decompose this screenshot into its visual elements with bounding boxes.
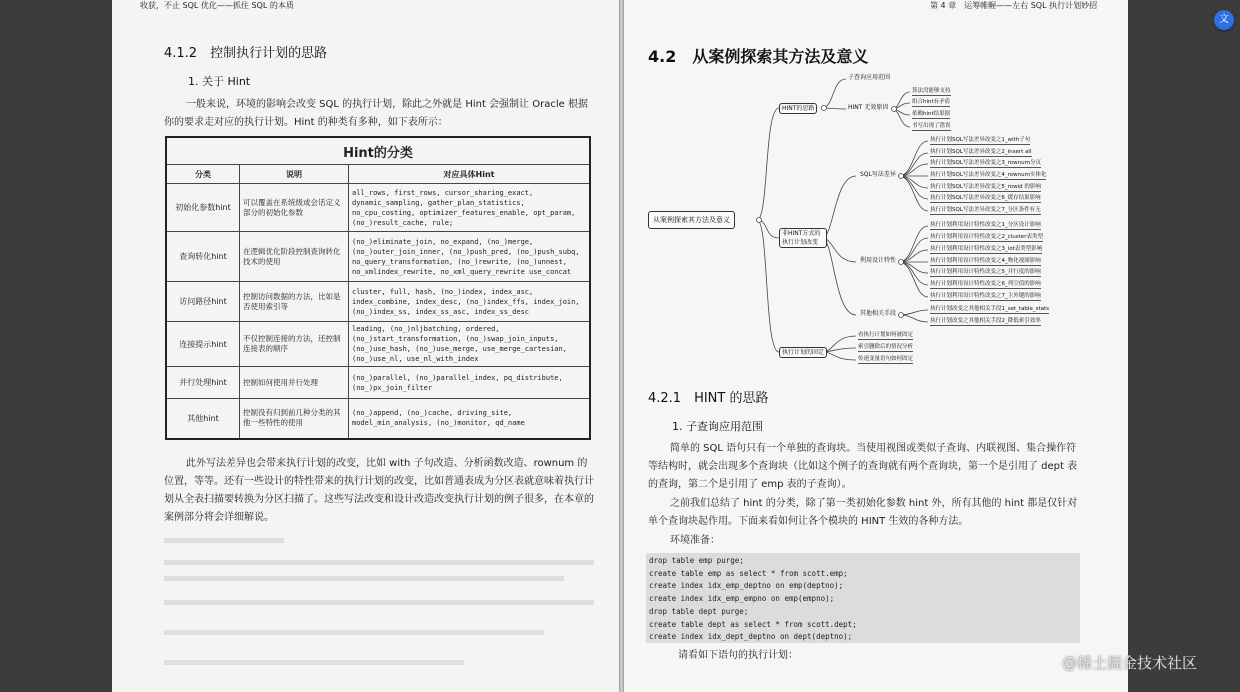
env-label: 环境准备： bbox=[670, 535, 720, 546]
table-row bbox=[166, 282, 590, 322]
mindmap-root: 从案例探索其方法及意义 bbox=[648, 211, 735, 229]
table-row bbox=[166, 232, 590, 282]
table-row bbox=[166, 322, 590, 367]
sub-item-title: 1. 子查询应用范围 bbox=[672, 420, 763, 433]
mindmap-leaf: 执行计划利用设计特性改变之1_分区设计影响 bbox=[930, 222, 1041, 228]
mindmap-branch: 非HINT方式的执行计划改变 bbox=[779, 228, 827, 248]
bleed-through-line bbox=[164, 538, 284, 543]
mindmap-leaf: 看执行计划如何被固定 bbox=[858, 332, 914, 338]
table-cell-category: 初始化参数hint bbox=[166, 184, 240, 232]
bleed-through-line bbox=[164, 600, 594, 605]
table-cell-category: 并行处理hint bbox=[166, 367, 240, 399]
mindmap-leaf: 执行计划利用设计特性改变之7_主外键的影响 bbox=[930, 293, 1041, 299]
hint-table bbox=[165, 136, 591, 440]
mindmap-branch: 执行计划的固定 bbox=[779, 347, 827, 358]
right-paragraph-2: 之前我们总结了 hint 的分类，除了第一类初始化参数 hint 外，所有其他的 hint 都是仅针对单个查询块起作用。下面来看如何让各个模块的 HINT 生效的各种方法。 bbox=[648, 498, 1078, 527]
table-row bbox=[166, 399, 590, 439]
mindmap-node: 子查询应用范围 bbox=[848, 74, 891, 81]
intro-paragraph: 一般来说，环境的影响会改变 SQL 的执行计划，除此之外就是 Hint 会强制让 Oracle 根据你的要求走对应的执行计划。Hint 的种类有多种，如下表所示： bbox=[164, 99, 588, 128]
mindmap-leaf: 执行计划改变之其他相关手段2_降低索引效率 bbox=[930, 318, 1041, 324]
table-header: 分类 bbox=[166, 165, 240, 184]
left-page bbox=[112, 0, 619, 692]
table-cell-category: 访问路径hint bbox=[166, 282, 240, 322]
mindmap-connectors bbox=[624, 0, 1128, 380]
left-running-head: 收获，不止 SQL 优化——抓住 SQL 的本质 bbox=[140, 1, 294, 10]
table-cell-hints: leading, (no_)nljbatching, ordered, (no_)start_transformation, (no_)swap_join_inputs, (no_)use_hash, (no_)use_merge, use_merge_cartesian, (no_)use_nl, use_nl_with_index bbox=[349, 322, 591, 367]
mindmap-node: 利用设计特性 bbox=[860, 257, 897, 264]
bleed-through-line bbox=[164, 560, 594, 565]
mindmap-leaf: 依赖hint结果据 bbox=[912, 111, 951, 117]
mindmap-node: SQL写法差异 bbox=[860, 171, 896, 178]
table-row bbox=[166, 184, 590, 232]
table-cell-description: 控制没有归到前几种分类的其他一些特性的使用 bbox=[240, 399, 349, 439]
table-cell-description: 控制如何使用并行处理 bbox=[240, 367, 349, 399]
mindmap-leaf: 算法没能够支持 bbox=[912, 88, 951, 94]
mindmap-leaf: 传递变量语句如何固定 bbox=[858, 356, 914, 362]
mindmap-leaf: 执行计划SQL写法差异改变之1_with子句 bbox=[930, 137, 1031, 143]
mindmap-leaf: 执行计划改变之其他相关手段1_set_table_stats bbox=[930, 306, 1050, 312]
table-cell-description: 在逻辑优化阶段控制查询转化技术的使用 bbox=[240, 232, 349, 282]
trailing-text: 请看如下语句的执行计划： bbox=[678, 650, 798, 661]
bleed-through-line bbox=[164, 660, 464, 665]
table-cell-hints: cluster, full, hash, (no_)index, index_asc, index_combine, index_desc, (no_)index_ffs, index_join, (no_)index_ss, index_ss_asc, index_ss_desc bbox=[349, 282, 591, 322]
mindmap-branch: HINT的思路 bbox=[779, 103, 817, 114]
mindmap-leaf: 索引删除后的情况分析 bbox=[858, 344, 914, 350]
mindmap-leaf: 组合hint有矛盾 bbox=[912, 99, 951, 105]
code-block bbox=[646, 553, 1080, 643]
code-line: create table emp as select * from scott.emp; bbox=[649, 568, 848, 578]
right-paragraph-1: 简单的 SQL 语句只有一个单独的查询块。当使用视图或类似子查询、内联视图、集合操作符等结构时，就会出现多个查询块（比如这个例子的查询就有两个查询块，第一个是引用了 dept 表的查询，第二个是引用了 emp 表的子查询）。 bbox=[648, 443, 1078, 490]
bleed-through-line bbox=[164, 630, 544, 635]
code-line: drop table dept purge; bbox=[649, 606, 749, 616]
mindmap-leaf: 书写出现了错误 bbox=[912, 123, 951, 129]
table-cell-hints: all_rows, first_rows, cursor_sharing_exact, dynamic_sampling, gather_plan_statistics, no_cpu_costing, optimizer_features_enable, opt_param, (no_)result_cache, rule; bbox=[349, 184, 591, 232]
mindmap-leaf: 执行计划利用设计特性改变之6_列空值的影响 bbox=[930, 281, 1041, 287]
left-subsection-title: 1. 关于 Hint bbox=[188, 75, 251, 88]
table-cell-description: 可以覆盖在系统级或会话定义部分的初始化参数 bbox=[240, 184, 349, 232]
mindmap-leaf: 执行计划利用设计特性改变之5_并行度的影响 bbox=[930, 269, 1041, 275]
table-cell-description: 不仅控制连接的方法，还控制连接表的顺序 bbox=[240, 322, 349, 367]
table-cell-category: 查询转化hint bbox=[166, 232, 240, 282]
translate-icon[interactable]: 文 bbox=[1214, 10, 1234, 30]
code-line: create index idx_emp_empno on emp(empno); bbox=[649, 594, 835, 604]
watermark: @稀土掘金技术社区 bbox=[1062, 654, 1198, 672]
table-header: 对应具体Hint bbox=[349, 165, 591, 184]
mindmap-leaf: 执行计划利用设计特性改变之2_cluster表类型 bbox=[930, 234, 1043, 240]
mindmap-leaf: 执行计划SQL写法差异改变之2_insert all bbox=[930, 149, 1032, 155]
table-row bbox=[166, 367, 590, 399]
left-section-title: 4.1.2 控制执行计划的思路 bbox=[164, 46, 328, 61]
table-cell-hints: (no_)append, (no_)cache, driving_site, model_min_analysis, (no_)monitor, qd_name bbox=[349, 399, 591, 439]
right-running-head: 第 4 章 运筹帷幄——左右 SQL 执行计划妙招 bbox=[930, 1, 1098, 10]
right-section-title: 4.2 从案例探索其方法及意义 bbox=[648, 47, 869, 66]
table-cell-category: 连接提示hint bbox=[166, 322, 240, 367]
table-cell-category: 其他hint bbox=[166, 399, 240, 439]
mindmap-leaf: 执行计划SQL写法差异改变之3_rownum分页 bbox=[930, 160, 1041, 166]
code-line: create table dept as select * from scott.dept; bbox=[649, 619, 857, 629]
mindmap-leaf: 执行计划SQL写法差异改变之4_rownum实体化 bbox=[930, 172, 1047, 178]
mindmap-leaf: 执行计划SQL写法差异改变之7_分区条件有无 bbox=[930, 207, 1041, 213]
table-title: Hint的分类 bbox=[166, 137, 590, 165]
mindmap-leaf: 执行计划利用设计特性改变之3_iot表类型影响 bbox=[930, 246, 1043, 252]
code-line: drop table emp purge; bbox=[649, 556, 744, 565]
table-header: 说明 bbox=[240, 165, 349, 184]
closing-paragraph: 此外写法差异也会带来执行计划的改变，比如 with 子句改造、分析函数改造、rownum 的位置，等等。还有一些设计的特性带来的执行计划的改变，比如普通表成为分区表就意味着执行计划从全表扫描要转换为分区扫描了。这些写法改变和设计改造改变执行计划的例子很多，在本章的案例部分将会详细解说。 bbox=[164, 458, 594, 523]
mindmap-leaf: 执行计划利用设计特性改变之4_物化视图影响 bbox=[930, 258, 1041, 264]
code-line: create index idx_emp_deptno on emp(deptno); bbox=[649, 581, 844, 591]
table-cell-description: 控制访问数据的方法，比如是否使用索引等 bbox=[240, 282, 349, 322]
right-subsection-title: 4.2.1 HINT 的思路 bbox=[648, 391, 769, 406]
mindmap-leaf: 执行计划SQL写法差异改变之6_缓存结果影响 bbox=[930, 195, 1041, 201]
code-line: create index idx_dept_deptno on dept(deptno); bbox=[649, 632, 853, 642]
mindmap-leaf: 执行计划SQL写法差异改变之5_rowid 的影响 bbox=[930, 184, 1041, 190]
mindmap-node: HINT 无效原因 bbox=[848, 104, 889, 111]
bleed-through-line bbox=[164, 576, 564, 581]
table-cell-hints: (no_)parallel, (no_)parallel_index, pq_distribute, (no_)px_join_filter bbox=[349, 367, 591, 399]
table-cell-hints: (no_)eliminate_join, no_expand, (no_)merge, (no_)outer_join_inner, (no_)push_pred, (no_)push_subq, no_query_transformation, (no_)rewrite, (no_)unnest, no_xmlindex_rewrite, no_xml_query_rewrite use_concat bbox=[349, 232, 591, 282]
mindmap-node: 其他相关手段 bbox=[860, 310, 897, 317]
